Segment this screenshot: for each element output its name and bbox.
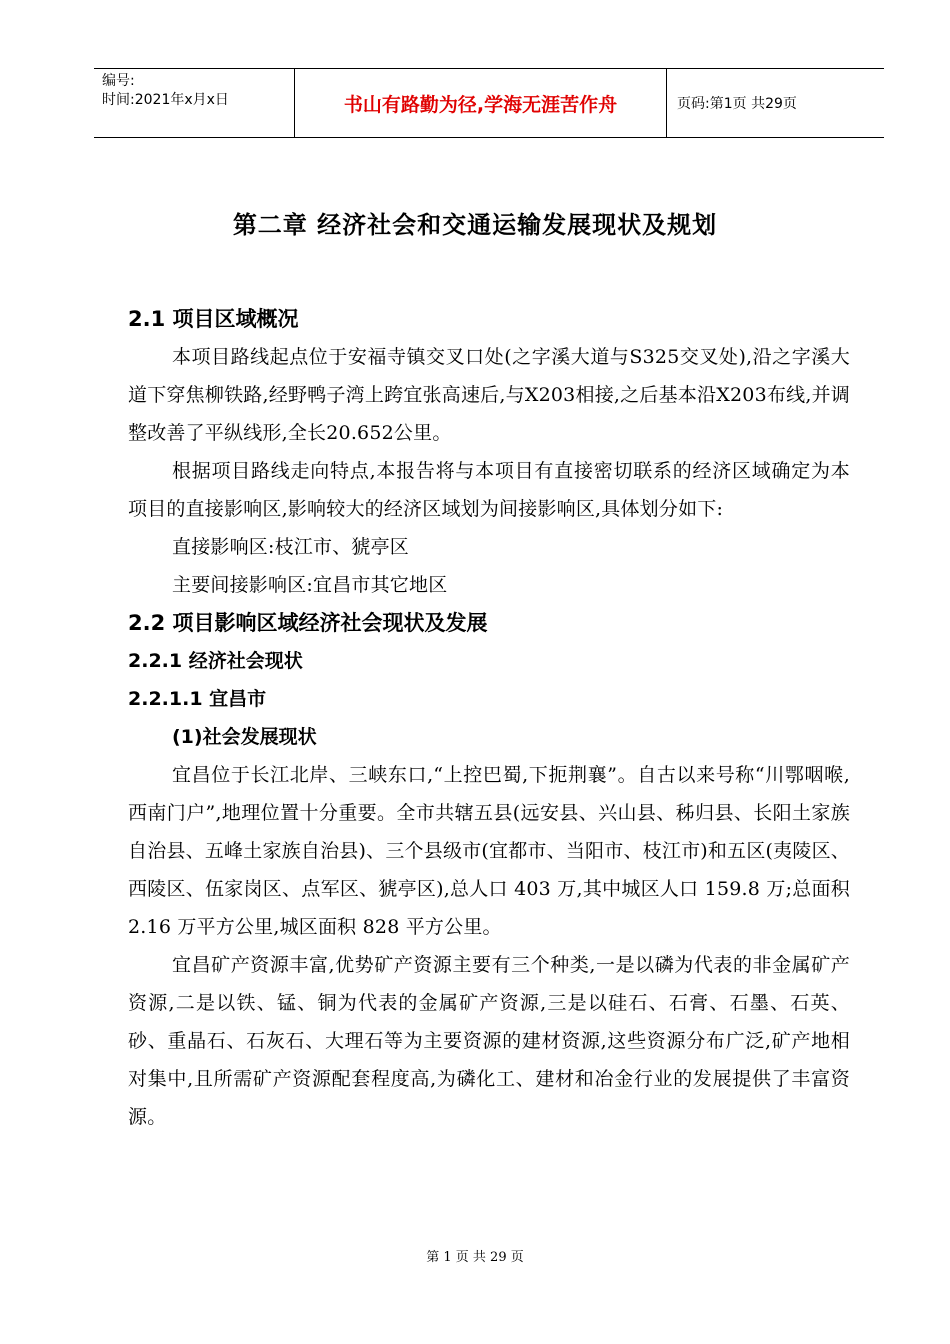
paragraph: 直接影响区:枝江市、猇亭区 [172, 536, 410, 558]
paragraph: 宜昌矿产资源丰富,优势矿产资源主要有三个种类,一是以磷为代表的非金属矿产资源,二是以铁、锰、铜为代表的金属矿产资源,三是以硅石、石膏、石墨、石英、砂、重晶石、石灰石、大理石等为主要资源的建材资源,这些资源分布广泛,矿产地相对集中,且所需矿产资源配套程度高,为磷化工、建材和冶金行业的发展提供了丰富资源。 [128, 954, 850, 1128]
document-time-label: 时间:2021年x月x日 [102, 92, 229, 108]
section-heading-2-2: 2.2 项目影响区域经济社会现状及发展 [128, 611, 488, 635]
chapter-title: 第二章 经济社会和交通运输发展现状及规划 [232, 210, 718, 239]
subsection-heading: (1)社会发展现状 [172, 726, 317, 748]
page-header [94, 68, 884, 138]
header-meta [94, 69, 294, 137]
paragraph: 根据项目路线走向特点,本报告将与本项目有直接密切联系的经济区域确定为本项目的直接影响区,影响较大的经济区域划为间接影响区,具体划分如下: [128, 460, 850, 520]
paragraph: 宜昌位于长江北岸、三峡东口,“上控巴蜀,下扼荆襄”。自古以来号称“川鄂咽喉,西南门户”,地理位置十分重要。全市共辖五县(远安县、兴山县、秭归县、长阳土家族自治县、五峰土家族自治县)、三个县级市(宜都市、当阳市、枝江市)和五区(夷陵区、西陵区、伍家岗区、点军区、猇亭区),总人口 403 万,其中城区人口 159.8 万;总面积2.16 万平方公里,城区面积 828 平方公里。 [128, 764, 850, 938]
paragraph: 本项目路线起点位于安福寺镇交叉口处(之字溪大道与S325交叉处),沿之字溪大道下穿焦柳铁路,经野鸭子湾上跨宜张高速后,与X203相接,之后基本沿X203布线,并调整改善了平纵线形,全长20.652公里。 [128, 346, 850, 444]
header-page-info: 页码:第1页 共29页 [677, 96, 797, 112]
section-heading-2-1: 2.1 项目区域概况 [128, 307, 299, 331]
page-footer: 第 1 页 共 29 页 [426, 1250, 524, 1265]
section-heading-2-2-1-1: 2.2.1.1 宜昌市 [128, 688, 267, 710]
paragraph: 主要间接影响区:宜昌市其它地区 [172, 574, 448, 596]
section-heading-2-2-1: 2.2.1 经济社会现状 [128, 650, 303, 672]
document-number-label: 编号: [102, 73, 135, 89]
header-motto: 书山有路勤为径,学海无涯苦作舟 [294, 69, 667, 137]
document-body [128, 300, 850, 1136]
